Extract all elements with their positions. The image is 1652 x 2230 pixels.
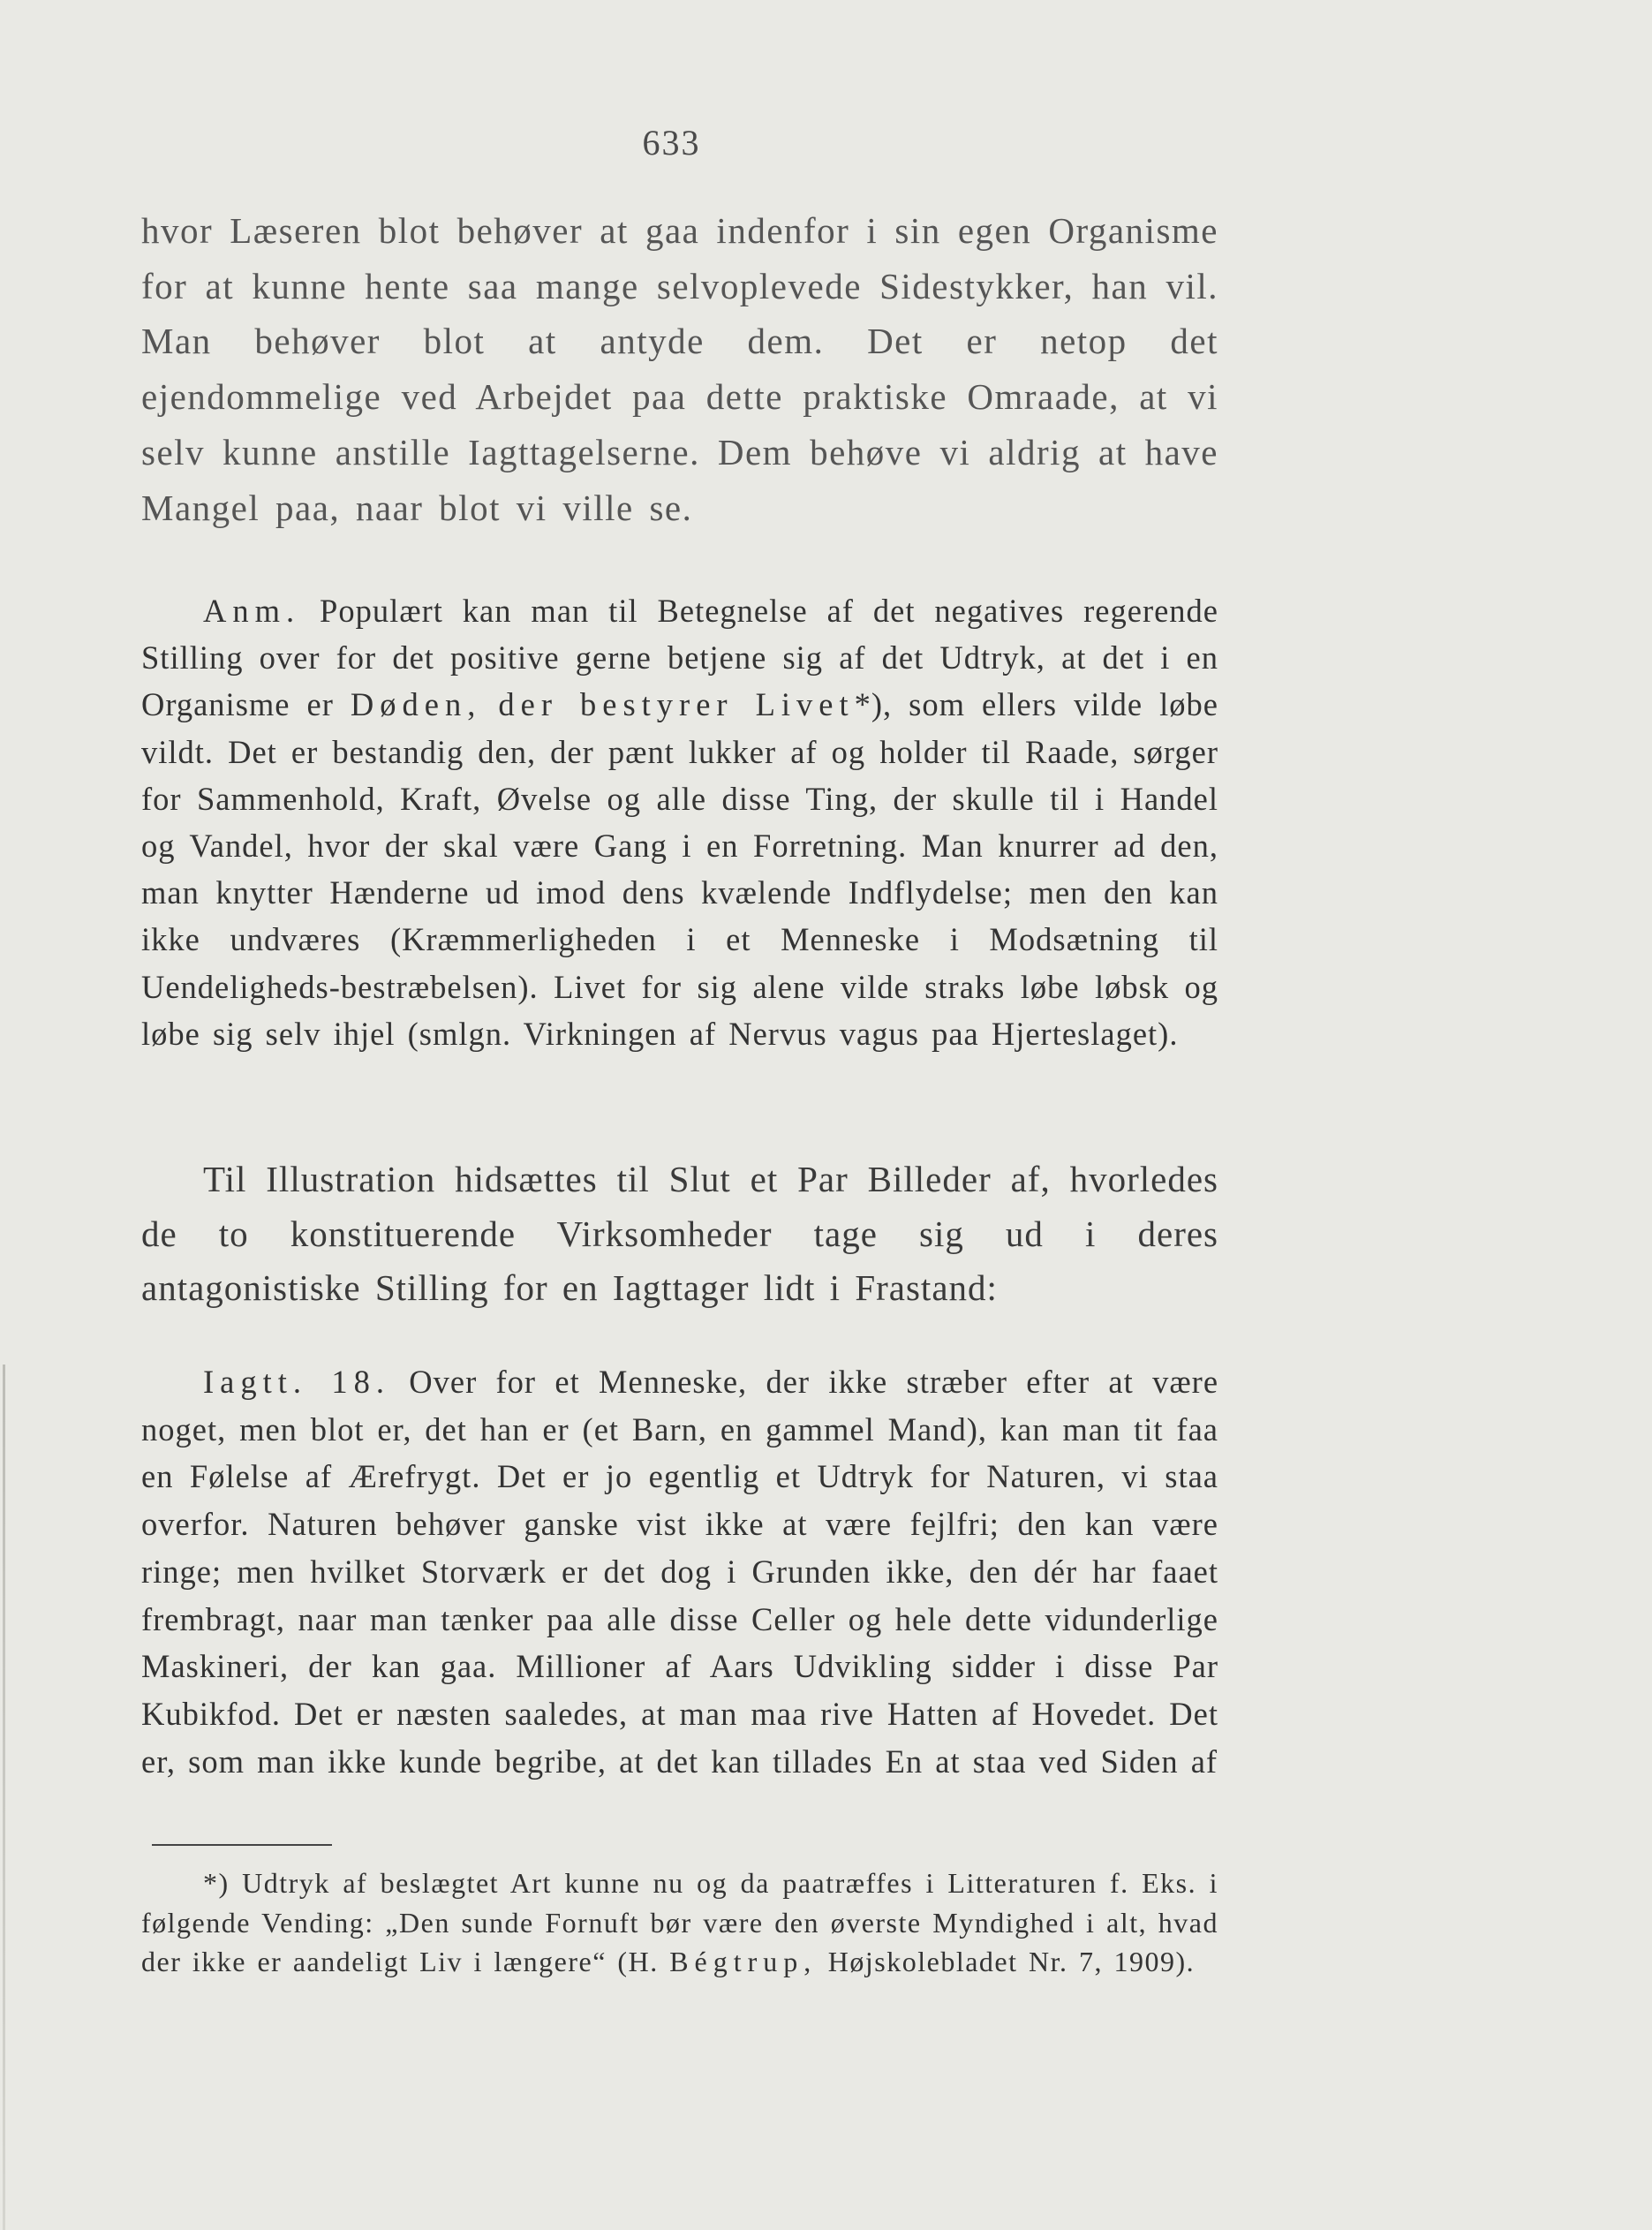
- note-emphasis-death: Døden,: [350, 686, 482, 723]
- illustration-paragraph-text: [141, 1153, 1218, 1316]
- observation-text: Over for et Menneske, der ikke stræber efter at være noget, men blot er, det han er (et Barn, en gammel Mand), kan man tit faa en Følelse af Ærefrygt. Det er jo egentlig et Udtryk for Naturen, vi staa overfor. Naturen behøver ganske vist ikke at være fejlfri; den kan være ringe; men hvilket Storværk er det dog i Grunden ikke, den dér har faaet frembragt, naar man tænker paa alle disse Celler og hele dette vidunderlige Maskineri, der kan gaa. Millioner af Aars Udvikling sidder i disse Par Kubikfod. Det er næsten saaledes, at man maa rive Hatten af Hovedet. Det er, som man ikke kunde begribe, at det kan tillades En at staa ved Siden af: [141, 1364, 1219, 1780]
- footnote-text: [141, 1863, 1218, 1982]
- illustration-paragraph: [141, 1153, 1218, 1316]
- intro-paragraph: [141, 203, 1218, 535]
- footnote-mark: *): [203, 1867, 230, 1899]
- note-text-part-1: Populært kan man til Betegnelse af det negatives regerende Stilling over for det positive gerne betjene sig af det Udtryk, at det i en Organisme er: [141, 593, 1218, 723]
- observation-paragraph: [141, 1358, 1218, 1785]
- page-gutter-edge: [3, 1364, 5, 2230]
- illustration-text: Til Illustration hidsættes til Slut et Par Billeder af, hvorledes de to konstituerende Virksomheder tage sig ud i deres antagonistiske Stilling for en Iagttager lidt i Frastand:: [141, 1159, 1218, 1308]
- footnote-text-part-2: Højskolebladet Nr. 7, 1909).: [827, 1946, 1196, 1977]
- footnote: [141, 1863, 1218, 1982]
- footnote-author: Bégtrup,: [669, 1946, 818, 1977]
- note-emphasis-governs-life: der bestyrer Livet: [498, 686, 855, 723]
- page-number: 633: [642, 123, 701, 163]
- observation-paragraph-text: [141, 1358, 1218, 1785]
- intro-paragraph-text: hvor Læseren blot behøver at gaa indenfor i sin egen Organisme for at kunne hente saa mange selvoplevede Sidestykker, han vil. Man behøver blot at antyde dem. Det er netop det ejendommelige ved Arbejdet paa dette praktiske Omraade, at vi selv kunne anstille Iagttagelserne. Dem behøve vi aldrig at have Mangel paa, naar blot vi ville se.: [141, 210, 1218, 528]
- note-footnote-mark: *): [854, 686, 884, 723]
- footnote-divider: [152, 1844, 332, 1846]
- note-text-part-2: , som ellers vilde løbe vildt. Det er bestandig den, der pænt lukker af og holder til Raade, sørger for Sammenhold, Kraft, Øvelse og alle disse Ting, der skulle til i Handel og Vandel, hvor der skal være Gang i en Forretning. Man knurrer ad den, man knytter Hænderne ud imod dens kvælende Indflydelse; men den kan ikke undværes (Kræmmerligheden i et Menneske i Modsætning til Uendeligheds-bestræbelsen). Livet for sig alene vilde straks løbe løbsk og løbe sig selv ihjel (smlgn. Virkningen af Nervus vagus paa Hjerteslaget).: [141, 686, 1218, 1052]
- observation-label: Iagtt. 18.: [203, 1364, 390, 1400]
- note-paragraph: [141, 587, 1218, 1057]
- note-paragraph-text: [141, 587, 1218, 1057]
- note-label: Anm.: [203, 593, 301, 629]
- footnote-text-part-1: Udtryk af beslægtet Art kunne nu og da paatræffes i Litteraturen f. Eks. i følgende Vending: „Den sunde Fornuft bør være den øverste Myndighed i alt, hvad der ikke er aandeligt Liv i længere“ (H.: [141, 1867, 1218, 1977]
